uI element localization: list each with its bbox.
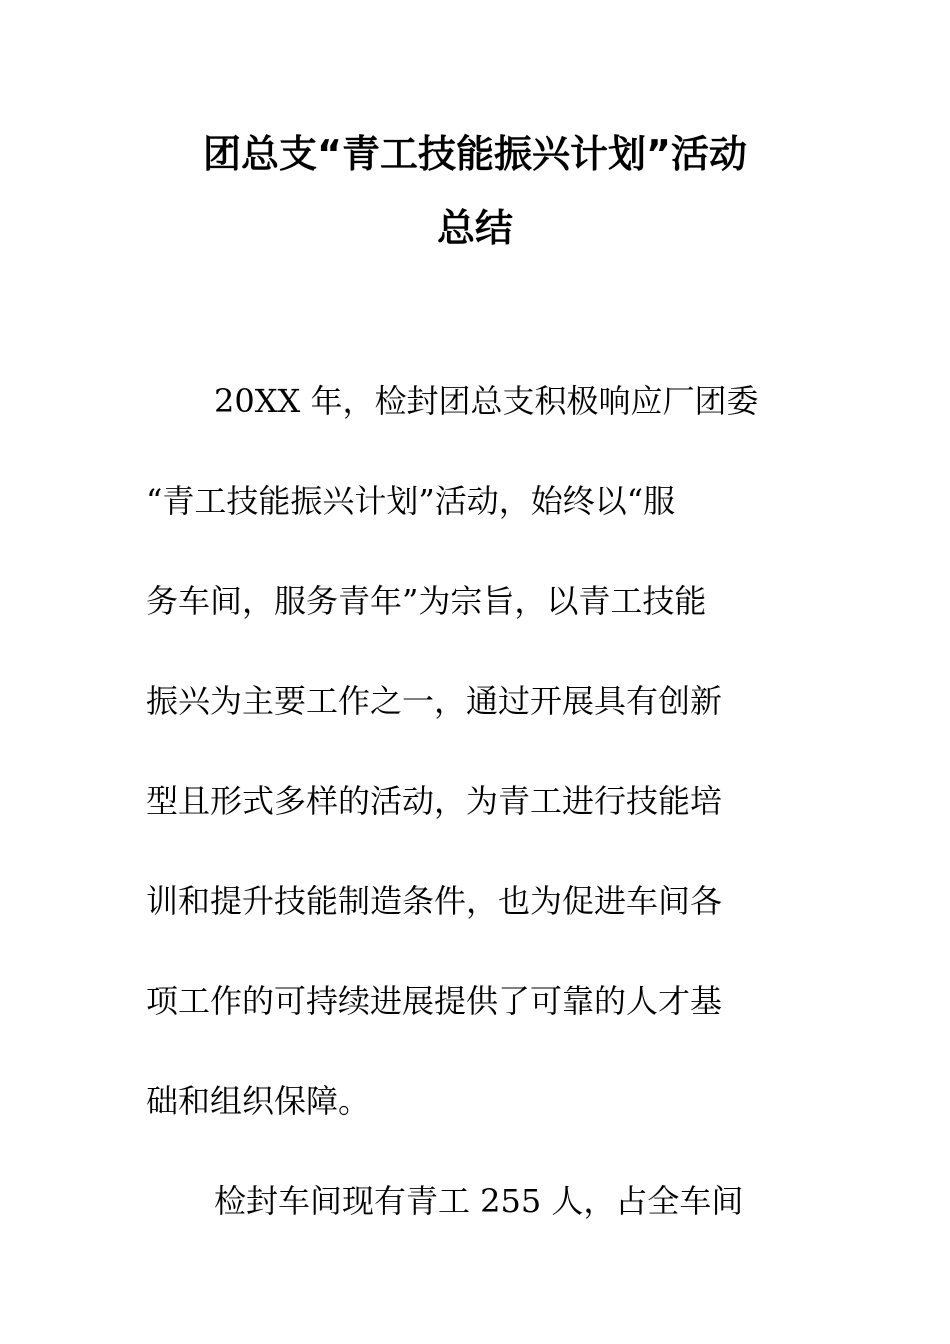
paragraph-line: 检封车间现有青工 255 人，占全车间 [214, 1182, 744, 1220]
document-title-line-1: 团总支“青工技能振兴计划”活动 [203, 132, 747, 176]
document-title-line-2: 总结 [436, 206, 513, 250]
paragraph-line: 础和组织保障。 [146, 1082, 371, 1120]
paragraph-line: 20XX 年，检封团总支积极响应厂团委 [214, 382, 759, 420]
paragraph-line: 务车间，服务青年”为宗旨，以青工技能 [146, 582, 707, 620]
paragraph-line: 振兴为主要工作之一，通过开展具有创新 [146, 682, 723, 720]
paragraph-line: 项工作的可持续进展提供了可靠的人才基 [146, 982, 723, 1020]
paragraph-line: 型且形式多样的活动，为青工进行技能培 [146, 782, 723, 820]
paragraph-line: 训和提升技能制造条件，也为促进车间各 [146, 882, 723, 920]
paragraph-line: “青工技能振兴计划”活动，始终以“服 [146, 482, 676, 520]
